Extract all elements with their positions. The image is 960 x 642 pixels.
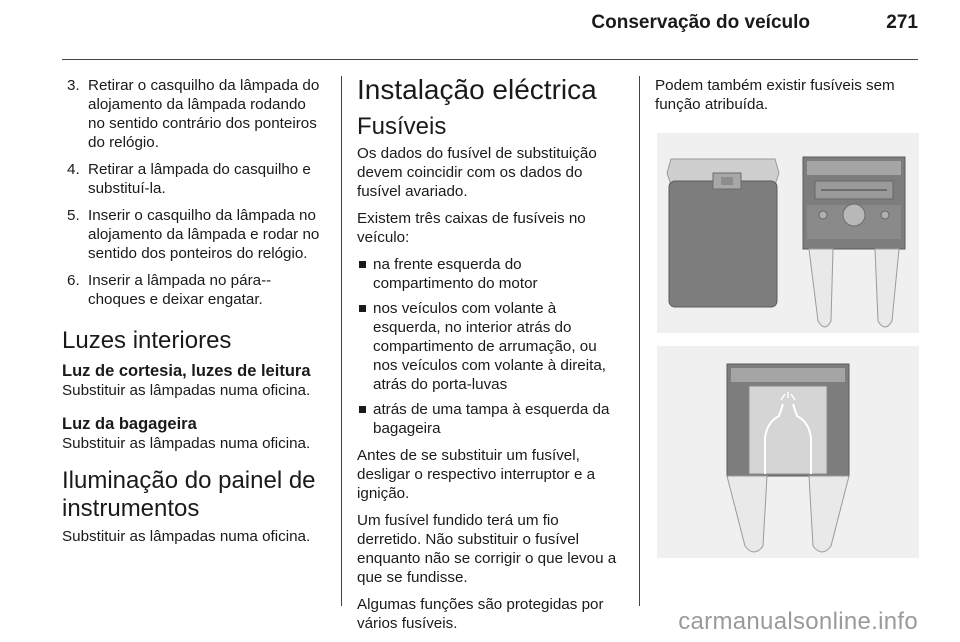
watermark: carmanualsonline.info: [678, 608, 918, 635]
list-item: 3. Retirar o casquilho da lâmpada do alojamento da lâmpada rodando no sentido contrário dos ponteiros do relógio.: [67, 77, 320, 151]
fuse-side-icon: [667, 159, 779, 307]
column-1: [62, 76, 326, 554]
paragraph: Substituir as lâmpadas numa oficina.: [62, 382, 311, 399]
list-item: na frente esquerda do compartimento do motor: [357, 255, 625, 293]
fuse-box-list: [357, 255, 625, 438]
column-2: [357, 74, 625, 641]
list-item: nos veículos com volante à esquerda, no interior atrás do compartimento de arrumação, ou nos veículos com volante à direita, atrás do porta-luvas: [357, 299, 625, 394]
steps-list: [62, 76, 326, 309]
paragraph: Substituir as lâmpadas numa oficina.: [62, 528, 311, 545]
list-item: 5. Inserir o casquilho da lâmpada no alojamento da lâmpada e rodar no sentido dos ponteiros do relógio.: [67, 207, 320, 262]
column-divider-2: [639, 76, 640, 606]
heading-luzes-interiores: Luzes interiores: [62, 327, 232, 354]
page-number: 271: [886, 12, 918, 33]
paragraph: Existem três caixas de fusíveis no veículo:: [357, 210, 586, 246]
subheading-luz-bagageira: Luz da bagageira: [62, 415, 197, 433]
section-subtitle: Fusíveis: [357, 113, 447, 140]
subheading-luz-cortesia: Luz de cortesia, luzes de leitura: [62, 362, 311, 380]
column-3: [655, 76, 917, 122]
header-rule: [62, 59, 918, 60]
paragraph: Algumas funções são protegidas por vários fusíveis.: [357, 596, 604, 632]
paragraph: Substituir as lâmpadas numa oficina.: [62, 435, 311, 452]
list-item: atrás de uma tampa à esquerda da bagageira: [357, 400, 625, 438]
paragraph: Um fusível fundido terá um fio derretido. Não substituir o fusível enquanto não se corrigir o que levou a que se fundisse.: [357, 512, 617, 586]
fuse-illustration-top: [657, 133, 919, 333]
section-title: Instalação eléctrica: [357, 74, 597, 105]
header-title: Conservação do veículo: [591, 12, 810, 33]
paragraph: Podem também existir fusíveis sem função atribuída.: [655, 77, 895, 113]
column-divider-1: [341, 76, 342, 606]
paragraph: Os dados do fusível de substituição devem coincidir com os dados do fusível avariado.: [357, 145, 597, 200]
list-item: 4. Retirar a lâmpada do casquilho e substituí-la.: [67, 161, 311, 197]
heading-iluminacao-painel: Iluminação do painel de instrumentos: [62, 467, 316, 522]
list-item: 6. Inserir a lâmpada no pára--choques e deixar engatar.: [67, 272, 272, 308]
fuse-illustration-bottom: [657, 346, 919, 558]
paragraph: Antes de se substituir um fusível, desligar o respectivo interruptor e a ignição.: [357, 447, 596, 502]
